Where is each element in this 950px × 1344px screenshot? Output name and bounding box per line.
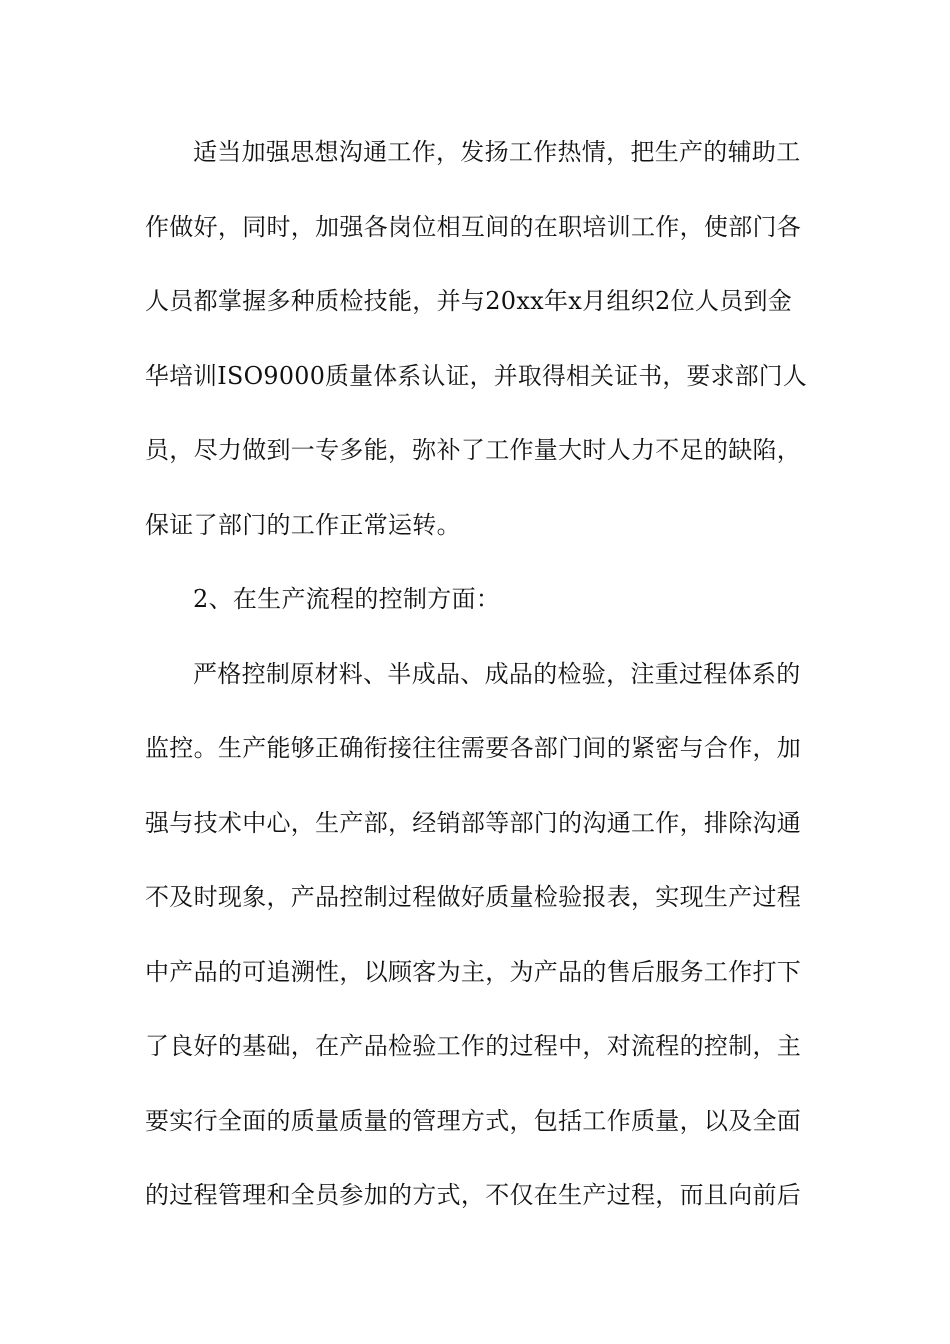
text-line: 不及时现象，产品控制过程做好质量检验报表，实现生产过程 (145, 883, 802, 911)
text-line: 保证了部门的工作正常运转。 (145, 510, 461, 539)
text-line: 作做好，同时，加强各岗位相互间的在职培训工作，使部门各 (145, 212, 802, 241)
text-line: 的过程管理和全员参加的方式，不仅在生产过程，而且向前后 (145, 1181, 802, 1209)
text-line: 员，尽力做到一专多能，弥补了工作量大时人力不足的缺陷， (145, 436, 802, 464)
document-body (145, 126, 807, 1244)
text-line: 严格控制原材料、半成品、成品的检验，注重过程体系的 (193, 659, 801, 688)
section-heading: 2、在生产流程的控制方面： (193, 585, 501, 613)
text-line: 中产品的可追溯性，以顾客为主，为产品的售后服务工作打下 (145, 957, 802, 986)
text-line: 监控。生产能够正确衔接往往需要各部门间的紧密与合作，加 (145, 734, 802, 762)
text-line: 要实行全面的质量质量的管理方式，包括工作质量，以及全面 (145, 1106, 802, 1135)
text-line: 了良好的基础，在产品检验工作的过程中，对流程的控制，主 (145, 1032, 802, 1060)
text-line: 人员都掌握多种质检技能，并与20xx年x月组织2位人员到金 (145, 287, 793, 315)
text-line: 强与技术中心，生产部，经销部等部门的沟通工作，排除沟通 (145, 808, 802, 837)
text-line: 华培训ISO9000质量体系认证，并取得相关证书，要求部门人 (145, 361, 807, 390)
text-line: 适当加强思想沟通工作，发扬工作热情，把生产的辅助工 (193, 138, 801, 166)
